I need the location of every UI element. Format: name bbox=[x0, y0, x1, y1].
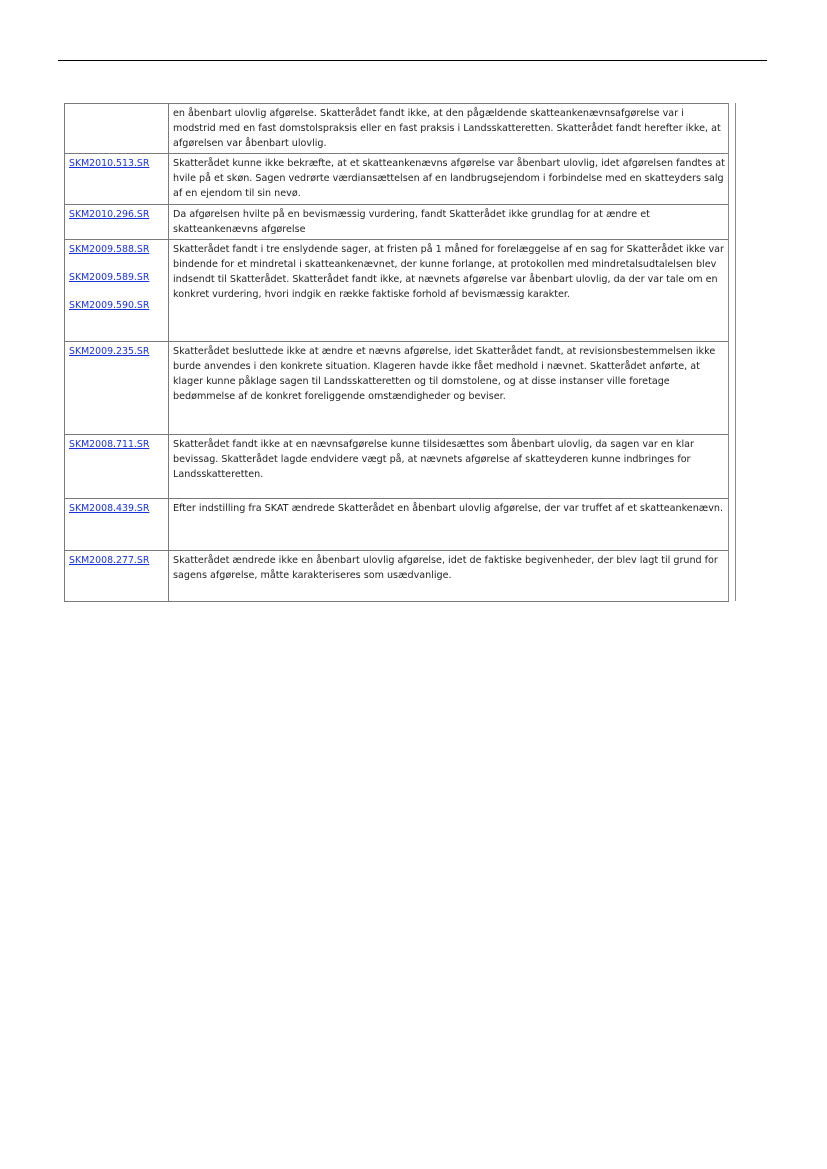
ref-cell bbox=[65, 551, 169, 602]
table-row bbox=[65, 154, 729, 205]
ruling-link[interactable]: SKM2008.277.SR bbox=[69, 555, 150, 566]
ruling-link[interactable]: SKM2009.589.SR bbox=[69, 272, 150, 283]
description-cell: Skatterådet fandt i tre enslydende sager, at fristen på 1 måned for forelæggelse af en sag for Skatterådet ikke var bindende for et mindretal i skatteankenævnet, der kunne forlange, at protokollen med mindretalsudtalelsen blev indsendt til Skatterådet. Skatterådet fandt ikke, at nævnets afgørelse var åbenbart ulovlig, da der var tale om en konkret vurdering, hvori indgik en række faktiske forhold af bevismæssig karakter. bbox=[169, 240, 729, 342]
description-cell: Skatterådet kunne ikke bekræfte, at et skatteankenævns afgørelse var åbenbart ulovlig, idet afgørelsen fandtes at hvile på et skøn. Sagen vedrørte værdiansættelsen af en landbrugsejendom i forbindelse med en skatteyders salg af en ejendom til sin nevø. bbox=[169, 154, 729, 205]
ref-cell bbox=[65, 205, 169, 240]
rulings-table bbox=[64, 103, 729, 602]
ref-cell bbox=[65, 499, 169, 551]
table-row bbox=[65, 499, 729, 551]
description-cell: Da afgørelsen hvilte på en bevismæssig vurdering, fandt Skatterådet ikke grundlag for at ændre et skatteankenævns afgørelse bbox=[169, 205, 729, 240]
description-cell: Skatterådet besluttede ikke at ændre et nævns afgørelse, idet Skatterådet fandt, at revisionsbestemmelsen ikke burde anvendes i den konkrete situation. Klageren havde ikke fået medhold i nævnet. Skatterådet anførte, at klager kunne påklage sagen til Landsskatteretten og til domstolene, og at disse instanser ville foretage bedømmelse af de konkret foreliggende omstændigheder og beviser. bbox=[169, 342, 729, 435]
table-row bbox=[65, 342, 729, 435]
ruling-link[interactable]: SKM2009.235.SR bbox=[69, 346, 150, 357]
description-cell: Efter indstilling fra SKAT ændrede Skatterådet en åbenbart ulovlig afgørelse, der var truffet af et skatteankenævn. bbox=[169, 499, 729, 551]
table-scroll-edge bbox=[728, 103, 736, 601]
header-rule bbox=[58, 60, 767, 61]
ruling-link[interactable]: SKM2009.590.SR bbox=[69, 300, 150, 311]
table-row bbox=[65, 240, 729, 342]
table-row bbox=[65, 205, 729, 240]
description-cell: Skatterådet fandt ikke at en nævnsafgørelse kunne tilsidesættes som åbenbart ulovlig, da sagen var en klar bevissag. Skatterådet lagde endvidere vægt på, at nævnets afgørelse af skatteyderen kunne indbringes for Landsskatteretten. bbox=[169, 435, 729, 499]
description-cell: Skatterådet ændrede ikke en åbenbart ulovlig afgørelse, idet de faktiske begivenheder, der blev lagt til grund for sagens afgørelse, måtte karakteriseres som usædvanlige. bbox=[169, 551, 729, 602]
ref-cell bbox=[65, 154, 169, 205]
ref-cell bbox=[65, 342, 169, 435]
description-cell: en åbenbart ulovlig afgørelse. Skatterådet fandt ikke, at den pågældende skatteankenævnsafgørelse var i modstrid med en fast domstolspraksis eller en fast praksis i Landsskatteretten. Skatterådet fandt herefter ikke, at afgørelsen var åbenbart ulovlig. bbox=[169, 104, 729, 154]
ref-cell bbox=[65, 435, 169, 499]
table-row bbox=[65, 435, 729, 499]
ruling-link[interactable]: SKM2010.296.SR bbox=[69, 209, 150, 220]
table-row bbox=[65, 551, 729, 602]
ref-cell bbox=[65, 104, 169, 154]
rulings-table-container bbox=[64, 103, 737, 601]
ruling-link[interactable]: SKM2009.588.SR bbox=[69, 244, 150, 255]
ref-cell bbox=[65, 240, 169, 342]
ruling-link[interactable]: SKM2008.711.SR bbox=[69, 439, 150, 450]
table-row bbox=[65, 104, 729, 154]
ruling-link[interactable]: SKM2010.513.SR bbox=[69, 158, 150, 169]
ruling-link[interactable]: SKM2008.439.SR bbox=[69, 503, 150, 514]
